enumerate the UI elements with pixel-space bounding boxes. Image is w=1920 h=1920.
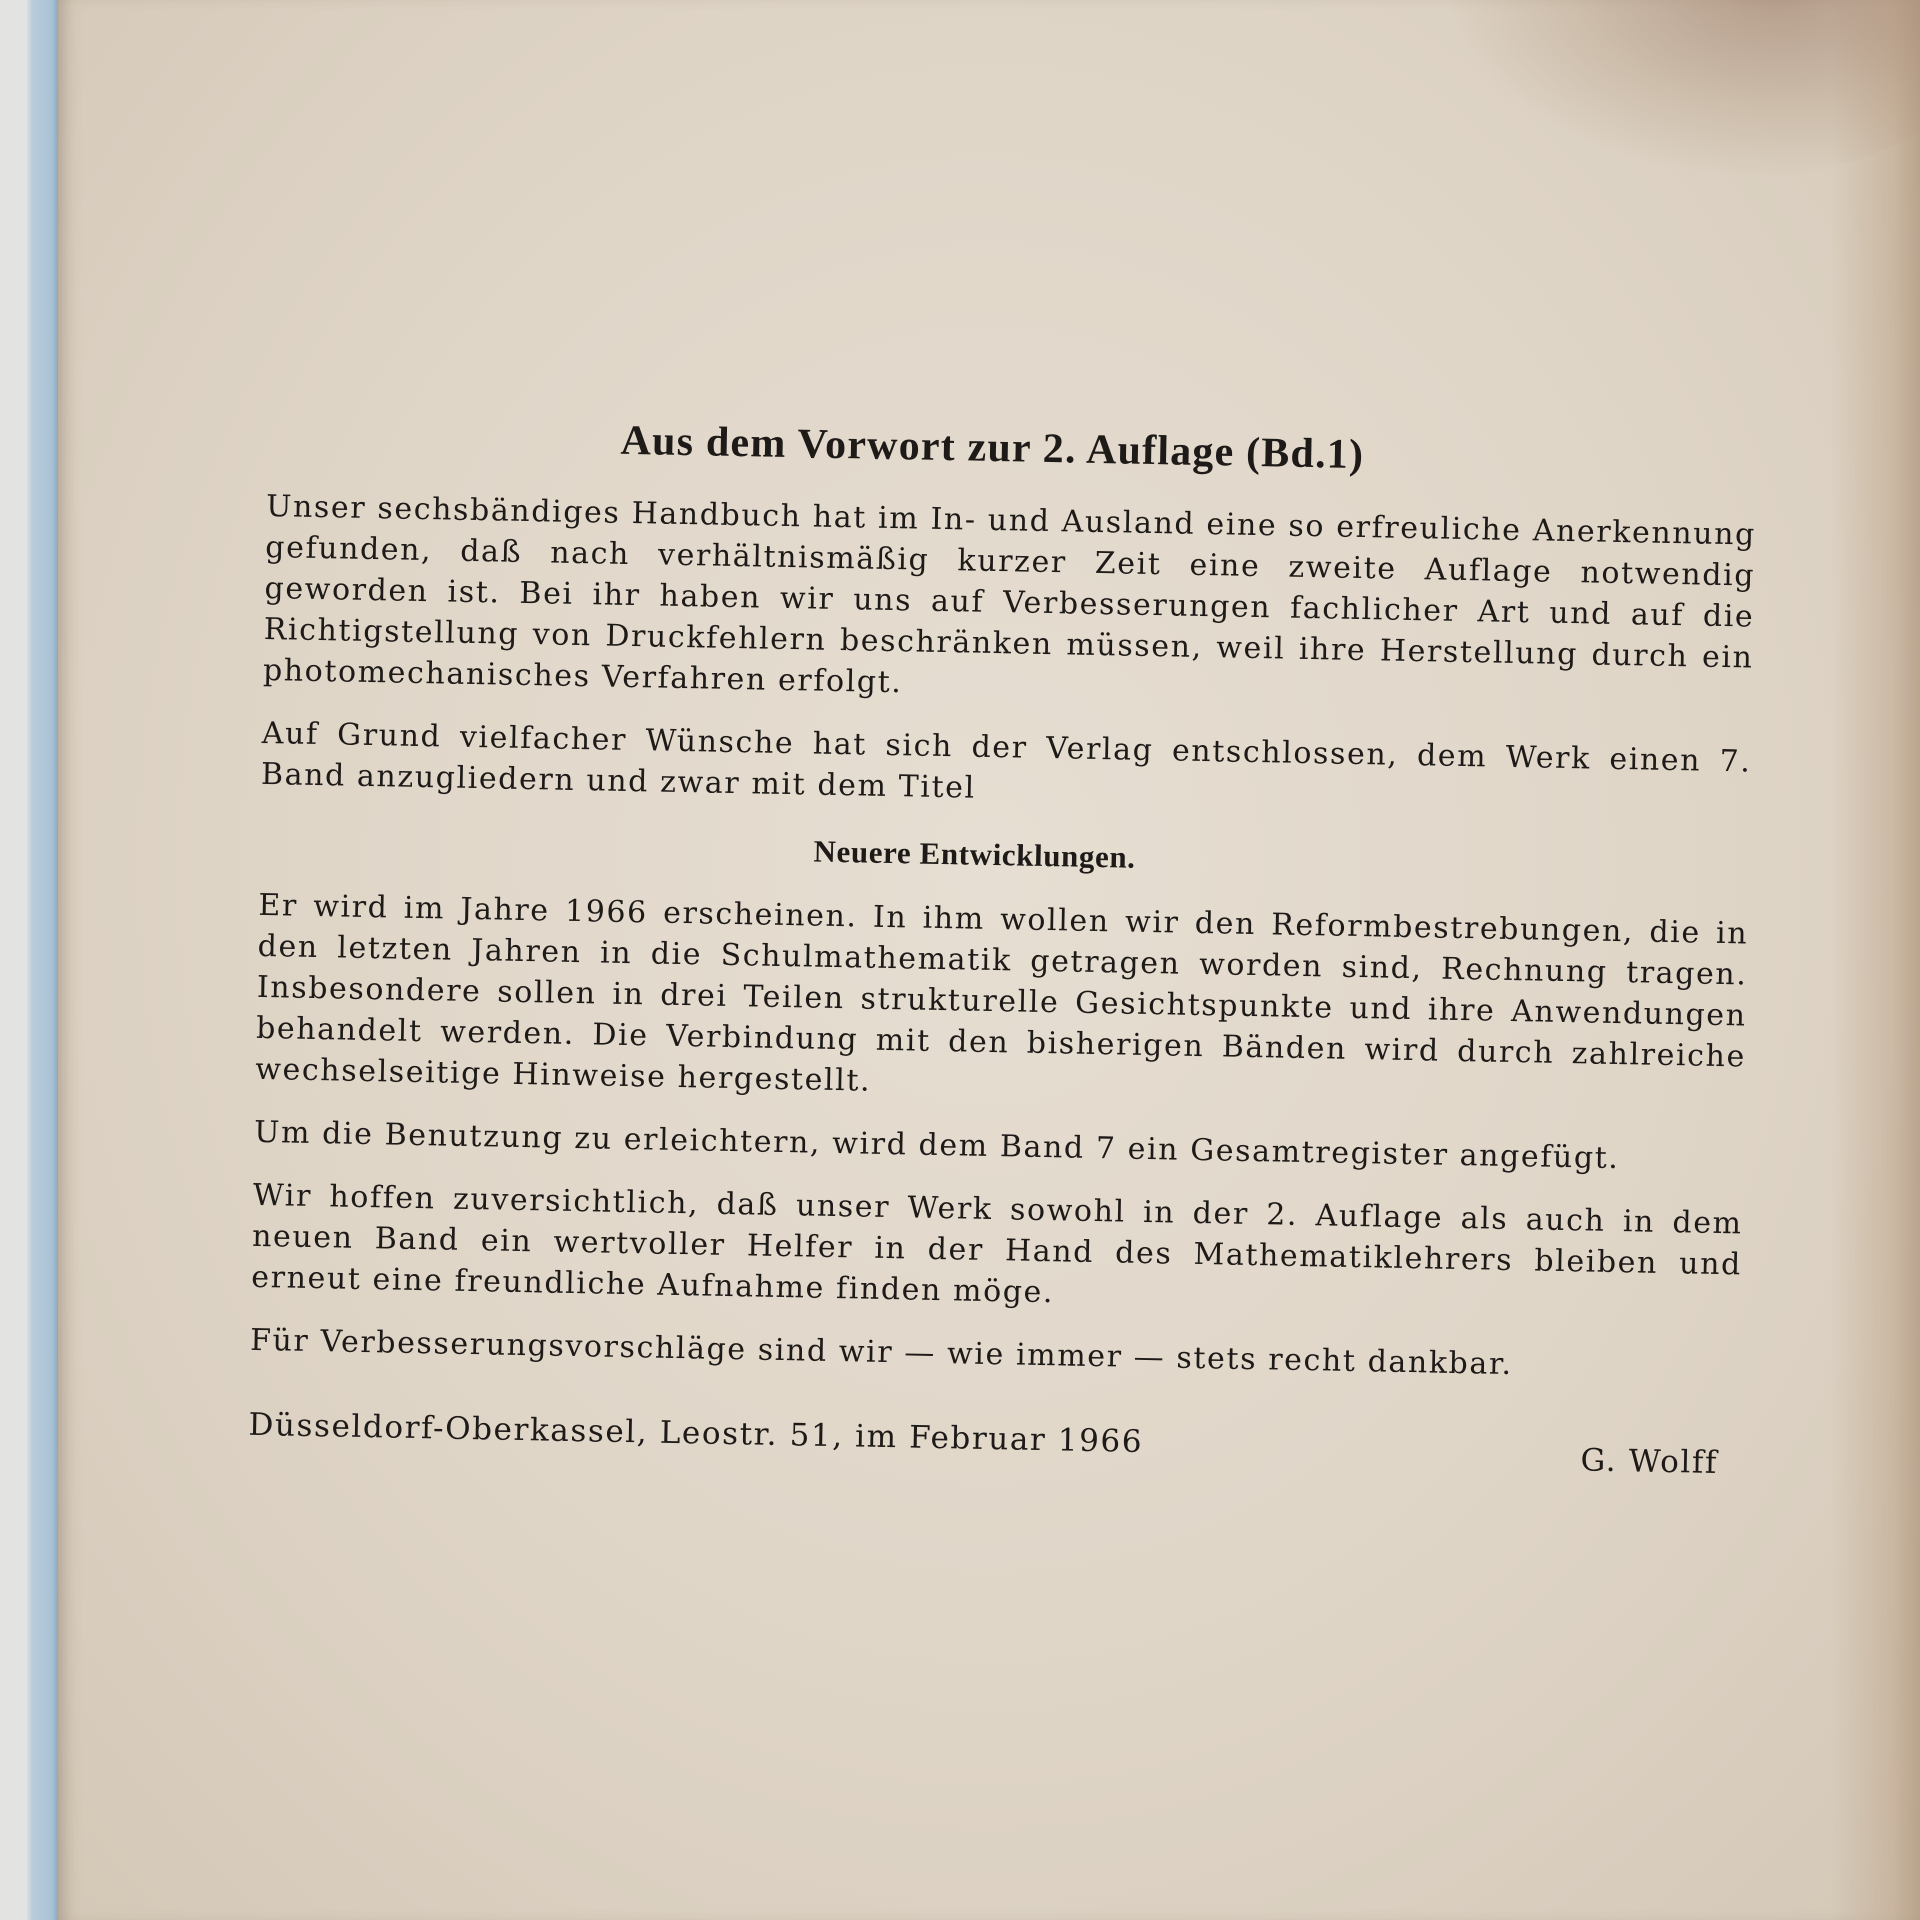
volume-title-heading: Neuere Entwicklungen. xyxy=(813,833,1136,875)
page-title: Aus dem Vorwort zur 2. Auflage (Bd.1) xyxy=(620,417,1365,479)
preface-text xyxy=(248,410,1758,1481)
author-name: G. Wolff xyxy=(1580,1442,1719,1482)
paragraph-handbook-recognition: Unser sechsbändiges Handbuch hat im In- und Ausland eine so erfreuliche Anerkennung gefunden, daß nach verhältnismäßig kurzer Zeit eine zweite Auflage notwendig geworden ist. Bei ihr haben wir uns auf Verbesserungen fachlicher Art und auf die Richtigstellung von Druckfehlern beschränken müssen, weil ihre Herstellung durch ein photomechanisches Verfahren erfolgt. xyxy=(262,488,1757,701)
paragraph-hope: Wir hoffen zuversichtlich, daß unser Werk sowohl in der 2. Auflage als auch in dem neuen Band ein wertvoller Helfer in der Hand des Mathematiklehrers bleiben und erneut eine freundliche Aufnahme finden möge. xyxy=(251,1177,1743,1311)
page-curl-shadow xyxy=(1830,0,1920,1920)
place-date: Düsseldorf-Oberkassel, Leostr. 51, im Februar 1966 xyxy=(248,1406,1144,1460)
paragraph-volume-seven: Auf Grund vielfacher Wünsche hat sich der Verlag entschlossen, dem Werk einen 7. Band anzugliedern und zwar mit dem Titel xyxy=(260,715,1752,806)
paragraph-index: Um die Benutzung zu erleichtern, wird dem Band 7 ein Gesamtregister angefügt. xyxy=(253,1114,1620,1177)
finger-shadow xyxy=(1440,0,1920,180)
paragraph-thanks: Für Verbesserungsvorschläge sind wir — wie immer — stets recht dankbar. xyxy=(249,1322,1514,1383)
paragraph-publication: Er wird im Jahre 1966 erscheinen. In ihm wollen wir den Reformbestrebungen, die in den letzten Jahren in die Schulmathematik getragen worden sind, Rechnung tragen. Insbesondere sollen in drei Teilen strukturelle Gesichtspunkte und ihre Anwendungen behandelt werden. Die Verbindung mit den bisherigen Bänden wird durch zahlreiche wechselseitige Hinweise hergestellt. xyxy=(255,887,1749,1099)
book-cover-edge xyxy=(0,0,58,1920)
